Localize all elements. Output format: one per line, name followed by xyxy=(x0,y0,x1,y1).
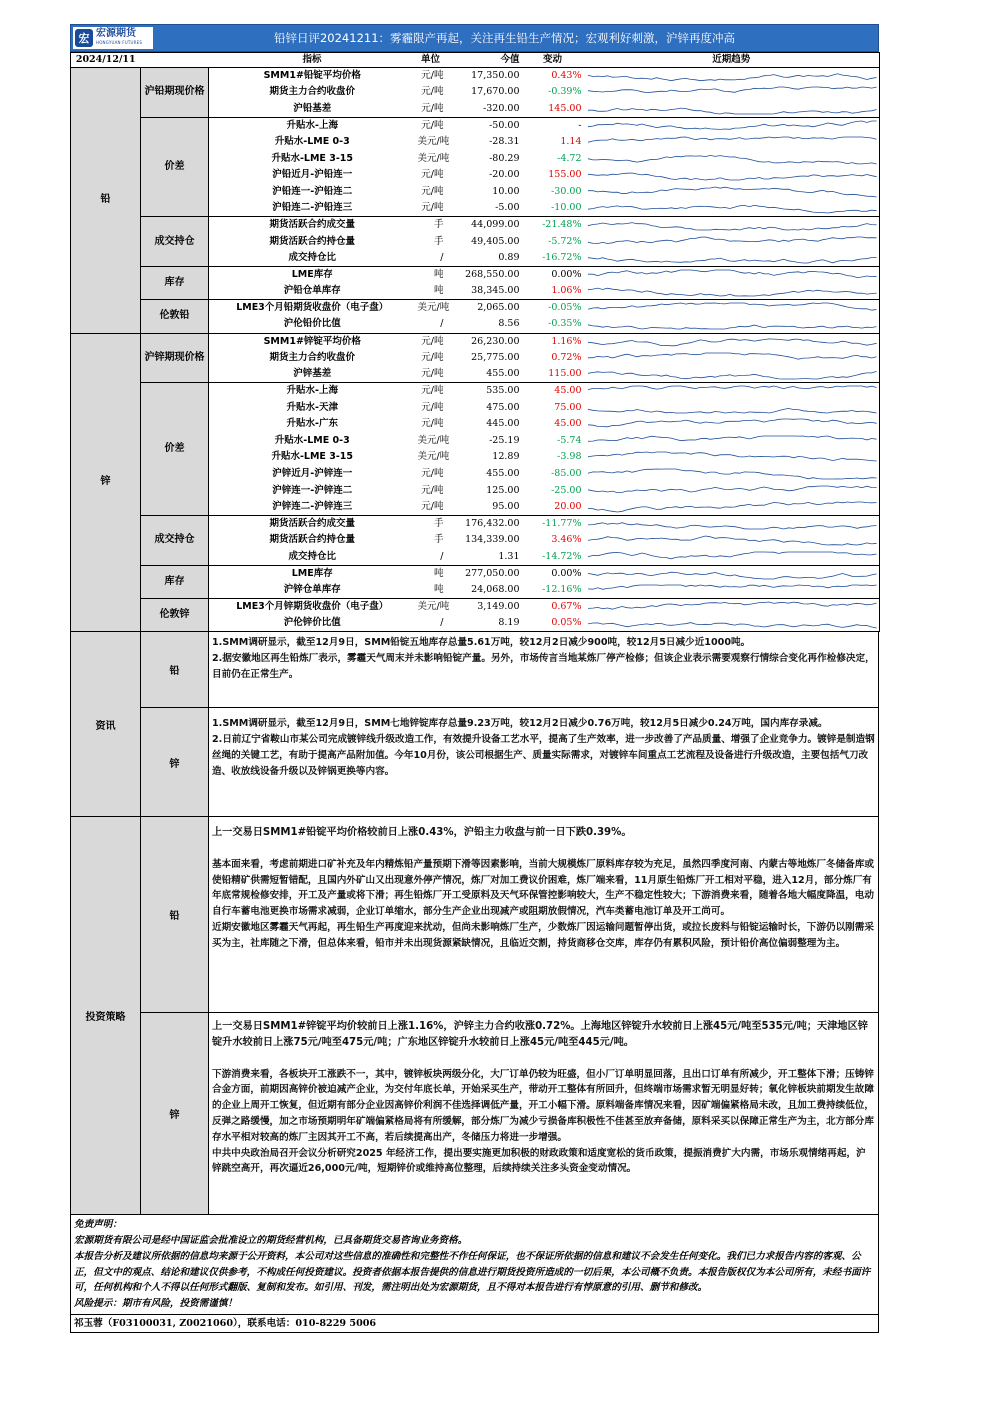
group-label: 伦敦铅 xyxy=(141,300,209,333)
text-paragraph: 2.日前辽宁省鞍山市某公司完成镀锌线升级改造工作，有效提升设备工艺水平，提高了生产效率，进一步改善了产品质量、增强了企业竞争力。镀锌是制造钢丝绳的关键工艺，有助于提高产品附加值。今年10月份，该公司根据生产、质量实际需求，对镀锌车间重点工艺流程及设备进行升级改造，主要包括气刀改造、收放线设备升级以及锌锅更换等内容。 xyxy=(212,733,875,777)
trend-sparkline xyxy=(584,599,880,615)
trend-cell xyxy=(584,516,880,533)
indicator-change: 0.67% xyxy=(551,601,582,613)
group-label: 伦敦锌 xyxy=(141,599,209,632)
group-label: 成交持仓 xyxy=(141,217,209,267)
indicator-unit: 元/吨 xyxy=(416,366,446,383)
report-date: 2024/12/11 xyxy=(71,53,141,68)
indicator-name: LME3个月锌期货收盘价（电子盘） xyxy=(236,601,389,613)
table-row xyxy=(71,300,880,317)
indicator-unit: 手 xyxy=(433,518,444,530)
indicator-change: 20.00 xyxy=(522,499,584,516)
trend-cell xyxy=(584,233,880,250)
text-paragraph xyxy=(212,1051,875,1067)
indicator-unit: 元/吨 xyxy=(421,119,444,131)
trend-cell xyxy=(584,217,880,234)
trend-cell xyxy=(584,184,880,201)
indicator-change: 0.72% xyxy=(551,351,582,363)
group-label: 价差 xyxy=(141,117,209,217)
table-row xyxy=(71,333,880,350)
indicator-name: 沪伦铅价比值 xyxy=(209,316,416,333)
trend-sparkline xyxy=(584,118,880,134)
table-row xyxy=(71,267,880,284)
indicator-name: 升贴水-LME 3-15 xyxy=(271,451,354,463)
indicator-value: -5.00 xyxy=(446,200,522,217)
report-page xyxy=(70,24,879,1333)
text-paragraph xyxy=(212,841,875,857)
indicator-change: -5.72% xyxy=(548,235,582,247)
indicator-name: 成交持仓比 xyxy=(209,549,416,566)
indicator-value: 134,339.00 xyxy=(465,534,520,546)
indicator-unit: / xyxy=(416,250,446,267)
trend-cell xyxy=(584,416,880,433)
disclaimer-line-1: 宏源期货有限公司是经中国证监会批准设立的期货经营机构，已具备期货交易咨询业务资格。 xyxy=(74,1234,468,1246)
indicator-change: -10.00 xyxy=(522,200,584,217)
indicator-name: 期货活跃合约成交量 xyxy=(269,518,355,530)
indicator-change: -12.16% xyxy=(522,582,584,599)
indicator-name: 期货活跃合约成交量 xyxy=(269,219,355,231)
disclaimer xyxy=(70,1215,879,1315)
text-paragraph: 下游消费来看，各板块开工涨跌不一，其中，镀锌板块两级分化，大厂订单仍较为旺盛，但小厂订单明显回落，且出口订单有所减少，开工整体下滑；压铸锌合金方面，前期因高锌价被迫减产企业，为交付年底长单，开始采买生产，带动开工整体有所回升，但终端市场需求暂无明显好转；氧化锌板块前期发生故障的企业上周开工恢复，但近期有部分企业因高锌价利润不佳选择调低产量，开工小幅下滑。原料端备库情况来看，因矿端偏紧格局未改，且加工费持续低位，反弹之路缓慢，加之市场预期明年矿端偏紧格局将有所缓解，部分炼厂为减少亏损备库积极性不佳甚至放弃备储，原料采买以保障正常生产为主，北方部分库存水平相对较高的炼厂主因其开工不高，若后续提高出产，冬储压力将进一步增强。 xyxy=(212,1068,874,1143)
trend-sparkline xyxy=(584,134,880,150)
news-section xyxy=(70,632,879,817)
trend-cell xyxy=(584,615,880,632)
indicator-value: 25,775.00 xyxy=(471,351,520,363)
indicator-name: SMM1#铅锭平均价格 xyxy=(263,70,361,82)
trend-sparkline xyxy=(584,582,880,598)
indicator-value: 26,230.00 xyxy=(471,335,520,347)
indicator-change: -11.77% xyxy=(542,518,582,530)
indicator-value: -50.00 xyxy=(489,119,520,131)
trend-sparkline xyxy=(584,383,880,399)
indicator-change: 45.00 xyxy=(554,385,582,397)
trend-cell xyxy=(584,316,880,333)
indicator-value: 17,350.00 xyxy=(471,70,520,82)
indicator-unit: 元/吨 xyxy=(421,401,444,413)
indicator-name: 升贴水-LME 0-3 xyxy=(274,136,350,148)
group-label: 沪铅期现价格 xyxy=(141,68,209,118)
trend-sparkline xyxy=(584,283,880,299)
indicator-name: 升贴水-LME 3-15 xyxy=(271,152,354,164)
trend-cell xyxy=(584,549,880,566)
news-lead-content xyxy=(209,632,878,707)
indicator-change: 1.16% xyxy=(551,335,582,347)
indicator-change: 45.00 xyxy=(554,418,582,430)
author-contact: 祁玉蓉（F03100031, Z0021060），联系电话：010-8229 5006 xyxy=(70,1315,879,1333)
indicator-change: 1.14 xyxy=(560,136,582,148)
indicator-value: 268,550.00 xyxy=(465,269,520,281)
indicator-change: -85.00 xyxy=(551,468,582,480)
trend-sparkline xyxy=(584,234,880,250)
group-label: 成交持仓 xyxy=(141,516,209,566)
table-row xyxy=(71,217,880,234)
trend-cell xyxy=(584,399,880,416)
text-paragraph: 1.SMM调研显示，截至12月9日，SMM七地锌锭库存总量9.23万吨，较12月2日减少0.76万吨，较12月5日减少0.24万吨，国内库存录减。 xyxy=(212,718,828,730)
table-row xyxy=(71,565,880,582)
indicator-unit: 元/吨 xyxy=(421,418,444,430)
table-row xyxy=(71,68,880,85)
disclaimer-line-2: 本报告分析及建议所依据的信息均来源于公开资料，本公司对这些信息的准确性和完整性不作任何保证，也不保证所依据的信息和建议不会发生任何变化。我们已力求报告内容的客观、公正，但文中的观点、结论和建议仅供参考，不构成任何投资建议。投资者依据本报告提供的信息进行期货投资所造成的一切后果，本公司概不负责。本报告版权仅为本公司所有，未经书面许可，任何机构和个人不得以任何形式翻版、复制和发布。如引用、刊发，需注明出处为宏源期货，且不得对本报告进行有悖原意的引用、删节和修改。 xyxy=(74,1250,871,1294)
indicator-change: -14.72% xyxy=(522,549,584,566)
trend-cell xyxy=(584,283,880,300)
indicator-value: -25.19 xyxy=(489,434,520,446)
trend-sparkline xyxy=(584,184,880,200)
report-title: 铅锌日评20241211：雾霾限产再起，关注再生铅生产情况；宏观利好刺激，沪锌再度冲高 xyxy=(273,31,736,45)
trend-sparkline xyxy=(584,449,880,465)
trend-cell xyxy=(584,68,880,85)
news-zinc xyxy=(141,708,878,816)
indicator-value: 0.89 xyxy=(446,250,522,267)
strategy-lead xyxy=(141,817,878,1013)
trend-sparkline xyxy=(584,433,880,449)
indicator-unit: 吨 xyxy=(416,283,446,300)
indicator-unit: 吨 xyxy=(433,567,444,579)
trend-sparkline xyxy=(584,350,880,366)
report-header xyxy=(70,24,879,52)
group-label: 价差 xyxy=(141,383,209,516)
news-label: 资讯 xyxy=(71,632,141,816)
indicator-name: LME3个月铅期货收盘价（电子盘） xyxy=(236,302,389,314)
disclaimer-title: 免责声明： xyxy=(74,1219,122,1231)
indicator-unit: 美元/吨 xyxy=(417,601,450,613)
text-paragraph: 1.SMM调研显示，截至12月9日，SMM铅锭五地库存总量5.61万吨，较12月2日减少900吨，较12月5日减少近1000吨。 xyxy=(212,637,751,649)
group-label: 库存 xyxy=(141,267,209,300)
logo-en: HONGYUAN FUTURES xyxy=(96,40,143,45)
indicator-name: 期货活跃合约持仓量 xyxy=(269,235,355,247)
text-paragraph: 近期安徽地区雾霾天气再起，再生铅生产再度迎来扰动，但尚未影响炼厂生产，少数炼厂因运输问题暂停出货，或拉长废料与铅锭运输时长，下游仍以刚需采买为主，社库随之下滑，但总体来看，铅市并未出现货源紧缺情况，且临近交割，持货商移仓交库，库存仍有累积风险，预计铅价高位偏弱整理为主。 xyxy=(212,921,874,949)
indicator-name: 沪铅基差 xyxy=(209,101,416,118)
strategy-section xyxy=(70,817,879,1215)
indicator-unit: 元/吨 xyxy=(421,385,444,397)
indicator-change: 0.00% xyxy=(551,269,582,281)
indicator-value: 95.00 xyxy=(446,499,522,516)
news-lead-label: 铅 xyxy=(141,632,209,707)
indicator-change: -0.35% xyxy=(522,316,584,333)
indicator-unit: / xyxy=(416,316,446,333)
indicator-name: 沪铅连二-沪铅连三 xyxy=(209,200,416,217)
news-lead xyxy=(141,632,878,708)
news-zinc-content xyxy=(209,708,878,816)
indicator-value: 1.31 xyxy=(446,549,522,566)
trend-sparkline xyxy=(584,267,880,283)
indicator-change: 115.00 xyxy=(522,366,584,383)
indicator-unit: 手 xyxy=(433,219,444,231)
indicator-name: 升贴水-广东 xyxy=(286,418,338,430)
indicator-name: 期货主力合约收盘价 xyxy=(269,86,355,98)
indicator-value: 455.00 xyxy=(446,366,522,383)
trend-cell xyxy=(584,117,880,134)
table-row xyxy=(71,599,880,616)
indicator-change: 155.00 xyxy=(548,169,582,181)
trend-sparkline xyxy=(584,532,880,548)
indicator-unit: 美元/吨 xyxy=(417,451,450,463)
indicator-value: 176,432.00 xyxy=(465,518,520,530)
trend-cell xyxy=(584,84,880,101)
indicator-name: SMM1#锌锭平均价格 xyxy=(263,335,361,347)
trend-cell xyxy=(584,300,880,317)
header-trend: 近期趋势 xyxy=(584,53,880,68)
indicator-unit: 美元/吨 xyxy=(417,136,450,148)
indicator-value: 3,149.00 xyxy=(477,601,520,613)
indicator-change: 75.00 xyxy=(554,401,582,413)
table-row xyxy=(71,516,880,533)
trend-cell xyxy=(584,150,880,167)
indicator-value: -28.31 xyxy=(489,136,520,148)
trend-cell xyxy=(584,267,880,284)
indicator-change: -0.05% xyxy=(548,302,582,314)
indicator-change: 0.43% xyxy=(551,70,582,82)
indicator-change: 1.06% xyxy=(522,283,584,300)
indicator-unit: / xyxy=(416,549,446,566)
disclaimer-line-3: 风险提示：期市有风险，投资需谨慎！ xyxy=(74,1298,238,1310)
trend-sparkline xyxy=(584,416,880,432)
indicator-value: -20.00 xyxy=(489,169,520,181)
indicator-name: 升贴水-LME 0-3 xyxy=(274,434,350,446)
indicator-name: 升贴水-上海 xyxy=(286,385,338,397)
table-header-row xyxy=(71,53,880,68)
trend-cell xyxy=(584,383,880,400)
indicator-name: LME库存 xyxy=(291,269,333,281)
indicator-name: 沪铅近月-沪铅连一 xyxy=(272,169,353,181)
section-label: 铅 xyxy=(71,68,141,334)
strategy-lead-label: 铅 xyxy=(141,817,209,1012)
indicator-change: -0.39% xyxy=(548,86,582,98)
trend-cell xyxy=(584,101,880,118)
indicator-name: 沪锌近月-沪锌连一 xyxy=(272,468,353,480)
indicator-unit: 美元/吨 xyxy=(417,302,450,314)
indicator-value: 445.00 xyxy=(486,418,520,430)
indicator-value: 24,068.00 xyxy=(446,582,522,599)
indicator-value: -320.00 xyxy=(446,101,522,118)
indicator-name: 升贴水-天津 xyxy=(286,401,338,413)
header-unit: 单位 xyxy=(416,53,446,68)
indicator-value: 44,099.00 xyxy=(471,219,520,231)
text-paragraph: 上一交易日SMM1#铅锭平均价格较前日上涨0.43%，沪铅主力收盘与前一日下跌0.39%。 xyxy=(212,827,632,839)
indicator-name: 期货主力合约收盘价 xyxy=(269,351,355,363)
trend-sparkline xyxy=(584,217,880,233)
trend-sparkline xyxy=(584,516,880,532)
indicator-change: 0.05% xyxy=(522,615,584,632)
indicator-unit: 美元/吨 xyxy=(417,434,450,446)
indicator-change: -21.48% xyxy=(542,219,582,231)
strategy-label: 投资策略 xyxy=(71,817,141,1214)
indicator-name: 沪锌仓单库存 xyxy=(209,582,416,599)
group-label: 沪锌期现价格 xyxy=(141,333,209,383)
indicator-unit: 手 xyxy=(433,534,444,546)
indicator-change: -3.98 xyxy=(557,451,582,463)
indicator-unit: / xyxy=(416,615,446,632)
indicator-value: 2,065.00 xyxy=(477,302,520,314)
indicator-unit: 吨 xyxy=(433,269,444,281)
indicator-name: 沪铅仓单库存 xyxy=(209,283,416,300)
text-paragraph: 基本面来看，考虑前期进口矿补充及年内精炼铅产量预期下滑等因素影响，当前大规模炼厂原料库存较为充足，虽然四季度河南、内蒙古等地炼厂冬储备库或使铅精矿供需短暂错配，且国内外矿山又出现意外停产情况，炼厂对加工费议价困难，炼厂端来看，11月原生铅炼厂开工相对平稳，进入12月，部分炼厂有年底常规检修安排，开工及产量或将下滑；再生铅炼厂开工受原料及天气环保管控影响较大，生产不稳定性较大；下游消费来看，随着各地大幅度降温，电动自行车蓄电池更换市场需求减弱，企业订单缩水，部分生产企业出现减产或阻期放假情况，汽车类蓄电池订单及开工尚可。 xyxy=(212,858,874,918)
trend-sparkline xyxy=(584,68,880,84)
indicator-change: 3.46% xyxy=(551,534,582,546)
indicator-name: 升贴水-上海 xyxy=(286,119,338,131)
trend-cell xyxy=(584,200,880,217)
indicator-value: 535.00 xyxy=(486,385,520,397)
trend-sparkline xyxy=(584,167,880,183)
table-row xyxy=(71,117,880,134)
trend-cell xyxy=(584,482,880,499)
trend-sparkline xyxy=(584,549,880,565)
trend-sparkline xyxy=(584,366,880,382)
indicator-unit: 元/吨 xyxy=(421,351,444,363)
text-paragraph: 2.据安徽地区再生铅炼厂表示，雾霾天气周末并未影响铅锭产量。另外，市场传言当地某炼厂停产检修；但该企业表示需要观察行情综合变化再作检修决定，目前仍在正常生产。 xyxy=(212,652,875,680)
trend-cell xyxy=(584,565,880,582)
indicator-unit: 元/吨 xyxy=(421,484,444,496)
trend-cell xyxy=(584,333,880,350)
indicator-change: - xyxy=(578,119,582,131)
indicator-name: 期货活跃合约持仓量 xyxy=(269,534,355,546)
trend-cell xyxy=(584,134,880,151)
news-zinc-label: 锌 xyxy=(141,708,209,816)
trend-sparkline xyxy=(584,615,880,631)
indicator-name: 沪锌基差 xyxy=(209,366,416,383)
logo-mark-icon: 宏 xyxy=(75,29,93,47)
trend-sparkline xyxy=(584,400,880,416)
indicator-unit: 元/吨 xyxy=(421,335,444,347)
trend-sparkline xyxy=(584,101,880,117)
indicator-change: 0.00% xyxy=(551,567,582,579)
indicator-unit: 元/吨 xyxy=(421,185,444,197)
trend-cell xyxy=(584,449,880,466)
table-row xyxy=(71,383,880,400)
trend-cell xyxy=(584,599,880,616)
trend-sparkline xyxy=(584,250,880,266)
strategy-zinc-content xyxy=(209,1013,878,1214)
indicator-value: 8.19 xyxy=(446,615,522,632)
indicator-table xyxy=(70,52,880,632)
indicator-unit: 元/吨 xyxy=(416,200,446,217)
trend-cell xyxy=(584,366,880,383)
trend-cell xyxy=(584,433,880,450)
indicator-value: 12.89 xyxy=(492,451,520,463)
indicator-name: 成交持仓比 xyxy=(209,250,416,267)
trend-sparkline xyxy=(584,334,880,350)
indicator-name: 沪铅连一-沪铅连二 xyxy=(272,185,353,197)
indicator-name: 沪伦锌价比值 xyxy=(209,615,416,632)
trend-sparkline xyxy=(584,499,880,515)
header-change: 变动 xyxy=(522,53,584,68)
indicator-unit: 吨 xyxy=(416,582,446,599)
indicator-value: 475.00 xyxy=(486,401,520,413)
header-indicator: 指标 xyxy=(209,53,416,68)
trend-cell xyxy=(584,250,880,267)
indicator-value: 17,670.00 xyxy=(471,86,520,98)
indicator-unit: 元/吨 xyxy=(421,70,444,82)
indicator-value: 125.00 xyxy=(486,484,520,496)
indicator-change: -5.74 xyxy=(557,434,582,446)
indicator-change: 145.00 xyxy=(522,101,584,118)
strategy-lead-content xyxy=(209,817,878,1012)
indicator-value: 8.56 xyxy=(446,316,522,333)
indicator-change: -16.72% xyxy=(522,250,584,267)
indicator-value: 49,405.00 xyxy=(471,235,520,247)
trend-sparkline xyxy=(584,483,880,499)
group-label: 库存 xyxy=(141,565,209,598)
indicator-change: -4.72 xyxy=(557,152,582,164)
trend-cell xyxy=(584,350,880,367)
strategy-zinc-label: 锌 xyxy=(141,1013,209,1214)
section-label: 锌 xyxy=(71,333,141,632)
indicator-unit: 手 xyxy=(433,235,444,247)
trend-sparkline xyxy=(584,151,880,167)
indicator-unit: 元/吨 xyxy=(421,169,444,181)
indicator-unit: 元/吨 xyxy=(421,468,444,480)
indicator-name: 沪锌连二-沪锌连三 xyxy=(209,499,416,516)
indicator-unit: 元/吨 xyxy=(416,101,446,118)
trend-sparkline xyxy=(584,466,880,482)
header-value: 今值 xyxy=(446,53,522,68)
indicator-value: 277,050.00 xyxy=(465,567,520,579)
strategy-zinc xyxy=(141,1013,878,1214)
indicator-unit: 美元/吨 xyxy=(417,152,450,164)
trend-cell xyxy=(584,582,880,599)
text-paragraph: 上一交易日SMM1#锌锭平均价较前日上涨1.16%，沪锌主力合约收涨0.72%。上海地区锌锭升水较前日上涨45元/吨至535元/吨；天津地区锌锭升水较前日上涨75元/吨至475元/吨；广东地区锌锭升水较前日上涨45元/吨至445元/吨。 xyxy=(212,1021,868,1048)
indicator-value: 38,345.00 xyxy=(446,283,522,300)
company-logo xyxy=(73,27,153,49)
indicator-change: -25.00 xyxy=(551,484,582,496)
indicator-unit: 元/吨 xyxy=(416,499,446,516)
indicator-unit: 元/吨 xyxy=(421,86,444,98)
indicator-name: 沪锌连一-沪锌连二 xyxy=(272,484,353,496)
trend-cell xyxy=(584,499,880,516)
trend-sparkline xyxy=(584,200,880,216)
indicator-value: -80.29 xyxy=(489,152,520,164)
indicator-value: 455.00 xyxy=(486,468,520,480)
trend-sparkline xyxy=(584,300,880,316)
trend-sparkline xyxy=(584,316,880,332)
indicator-name: LME库存 xyxy=(291,567,333,579)
trend-sparkline xyxy=(584,84,880,100)
indicator-value: 10.00 xyxy=(492,185,520,197)
text-paragraph: 中共中央政治局召开会议分析研究2025 年经济工作，提出要实施更加积极的财政政策和适度宽松的货币政策，提振消费扩大内需，市场乐观情绪再起，沪锌跳空高开，再次逼近26,000元/吨，短期锌价或维持高位整理，后续持续关注多头资金变动情况。 xyxy=(212,1147,866,1175)
logo-cn: 宏源期货 xyxy=(96,28,136,39)
indicator-change: -30.00 xyxy=(551,185,582,197)
trend-cell xyxy=(584,532,880,549)
trend-cell xyxy=(584,167,880,184)
trend-sparkline xyxy=(584,566,880,582)
trend-cell xyxy=(584,466,880,483)
